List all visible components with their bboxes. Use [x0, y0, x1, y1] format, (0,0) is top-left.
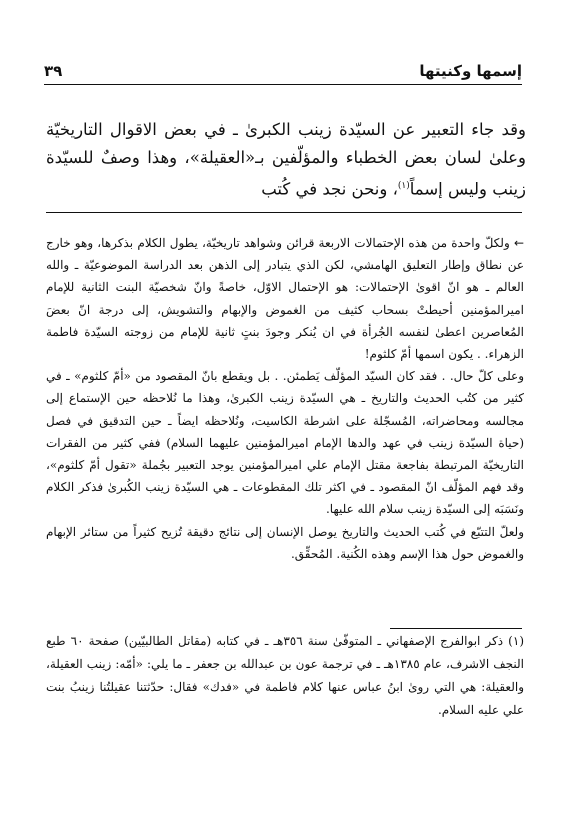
page-number: ٣٩	[44, 62, 63, 80]
editor-signature: المُحقِّق.	[290, 546, 333, 561]
running-header	[44, 62, 522, 85]
continued-paragraph: ولعلّ التتبّع في كُتب الحديث والتاريخ يوصل الإنسان إلى نتائج دقيقة تُزيح كثيراً من ستائر الإبهام والغموض حول هذا الإسم وهذه الكُنية. المُحقِّق.	[46, 524, 524, 561]
continued-paragraph: وعلى كلّ حال. . فقد كان السيّد المؤلّف يَطمئن. . بل ويقطع بانّ المقصود من «أمّ كلثوم» ـ في كثير من كتُب الحديث والتاريخ ـ هي السيّدة زينب الكبرىٰ، وهذا ما نُلاحظه حين الإستماع إلى مجالسه ومحاضراته، المُسجّلة على اشرطة الكاسيت، ونُلاحظه ايضاً ـ حين التدقيق في فصل (حياة السيّدة زينب في عهد والدها الإمام اميرالمؤمنين عليهما السلام) ففي كثير من الفقرات التاريخيّة المرتبطة بفاجعة مقتل الإمام علي اميرالمؤمنين يوجد التعبير بجُملة «تقول أمّ كلثوم»، وقد فهم المؤلّف انّ المقصود ـ في اكثر تلك المقطوعات ـ هي السيّدة زينب الكُبرىٰ فذكر الكلام ونَسَبَه إلى السيّدة زينب سلام الله عليها.	[46, 369, 524, 517]
main-paragraph	[46, 116, 526, 204]
footnote-1	[46, 630, 524, 722]
chapter-title: إسمها وكنيتها	[419, 62, 522, 80]
continuation-arrow-icon: ←	[513, 236, 524, 250]
main-text-after: ، ونحن نجد في كُتب	[261, 179, 398, 199]
footnote-short-rule	[390, 628, 522, 629]
continued-footnote	[46, 232, 524, 565]
footnote-separator-rule	[46, 212, 522, 213]
footnote-text: ذكر ابوالفرج الإصفهاني ـ المتوفّىٰ سنة ٣٥٦هـ ـ في كتابه (مقاتل الطالبيّين) صفحة ٦٠ طبع النجف الاشرف، عام ١٣٨٥هـ ـ في ترجمة عون بن عبدالله بن جعفر ـ ما يلي: «أمّه: زينب العقيلة، والعقيلة: هي التي روىٰ ابنُ عباس عنها كلام فاطمة في «فدك» فقال: حدّثتنا عقيلتُنا زينبُ بنت علي عليه السلام.	[46, 634, 524, 717]
footnote-reference: (١)	[397, 181, 410, 191]
footnote-number: (١)	[508, 634, 524, 648]
main-text-before: وقد جاء التعبير عن السيّدة زينب الكبرىٰ ـ في بعض الاقوال التاريخيّة وعلىٰ لسان بعض الخطباء والمؤلّفين بـ«العقيلة»، وهذا وصفٌ للسيّدة زينب وليس إسماً	[46, 120, 526, 199]
continued-paragraph: ← ولكلّ واحدة من هذه الإحتمالات الاربعة قرائن وشواهد تاريخيّة، يطول الكلام بذكرها، وهو خارج عن نطاق وإطار التعليق الهامشي، لكن الذي يتبادر إلى الذهن بعد الدراسة الموضوعيّة ـ والله العالم ـ هو انّ اقوىٰ الإحتمالات: هو الإحتمال الاوّل، خاصةً وانّ شخصيّة البنت الثانية للإمام اميرالمؤمنين أحيطتْ بسحاب كثيف من الغموض والإبهام والتشويش، إلى درجة انّ بعضَ المُعاصرين اعطىٰ لنفسه الجُرأة في ان يُنكر وجودَ بنتٍ ثانية للإمام من زوجته السيّدة فاطمة الزهراء. . يكون اسمها أمّ كلثوم!	[46, 236, 524, 362]
